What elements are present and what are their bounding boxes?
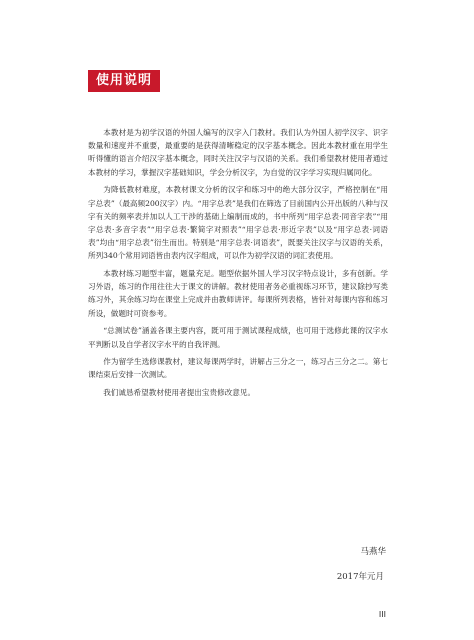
date-line: 2017年元月 bbox=[336, 572, 384, 582]
paragraph: 为降低教材难度，本教材课文分析的汉字和练习中的绝大部分汉字，严格控制在“用字总表”（最高频200汉字）内。“用字总表”是我们在筛选了目前国内公开出版的八种与汉字有关的频率表并加以人工干涉的基础上编制而成的，书中所列“用字总表·同音字表”“用字总表·多音字表”“用字总表·繁简字对照表”“用字总表·形近字表”以及“用字总表·词语表”均由“用字总表”衍生而出。特别是“用字总表·词语表”，既要关注汉字与汉语的关系，所列340个常用词语皆由表内汉字组成，可以作为初学汉语的词汇表使用。 bbox=[88, 185, 388, 261]
page-number: III bbox=[378, 610, 386, 619]
paragraph: 我们诚恳希望教材使用者提出宝贵修改意见。 bbox=[103, 388, 256, 398]
body-text bbox=[88, 126, 388, 404]
author-signature: 马燕华 bbox=[360, 547, 386, 557]
paragraph: 本教材是为初学汉语的外国人编写的汉字入门教材。我们认为外国人初学汉字、识字数量和速度并不重要，最重要的是获得清晰稳定的汉字基本概念。因此本教材重在用学生听得懂的语言介绍汉字基本概念，同时关注汉字与汉语的关系。我们希望教材使用者通过本教材的学习，掌握汉字基础知识，学会分析汉字，为自觉的汉字学习实现归属同化。 bbox=[88, 128, 388, 177]
paragraph: 作为留学生选修课教材，建议每课两学时，讲解占三分之一，练习占三分之二。第七课结束后安排一次测试。 bbox=[88, 357, 388, 380]
paragraph: 本教材练习题型丰富，题量充足。题型依据外国人学习汉字特点设计，多有创新。学习外语，练习的作用往往大于课文的讲解。教材使用者务必重视练习环节，建议除抄写类练习外，其余练习均在课堂上完成并由教师讲评。每课所列表格，皆针对每课内容和练习所设，做题时可资参考。 bbox=[88, 269, 388, 318]
section-heading: 使用说明 bbox=[88, 70, 160, 92]
paragraph: “总测试卷”涵盖各课主要内容，既可用于测试课程成绩，也可用于选修此课的汉字水平判断以及自学者汉字水平的自我评测。 bbox=[88, 326, 388, 349]
